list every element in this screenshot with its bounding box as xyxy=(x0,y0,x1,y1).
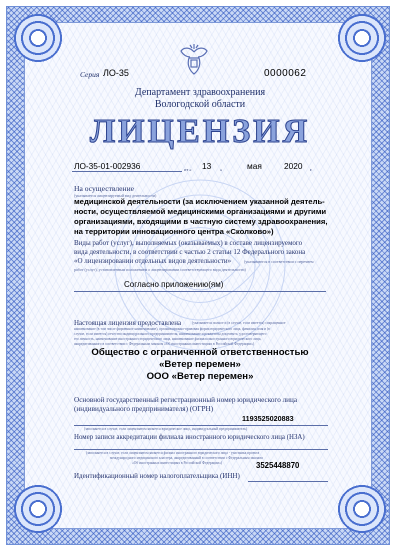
works-underline xyxy=(74,291,326,292)
issued-caption: его личность, наименование иностранного юридического лица, наименование филиала иностранного юридического лица, xyxy=(74,337,262,341)
date-suffix: » xyxy=(220,167,223,172)
corner-rosette xyxy=(334,481,390,537)
department-line-2: Вологодской области xyxy=(154,99,246,110)
license-number: ЛО-35-01-002936 xyxy=(74,161,141,171)
works-value: Согласно приложению(ям) xyxy=(124,280,224,289)
series-value: ЛО-35 xyxy=(103,68,129,78)
organization-trade-name: «Ветер перемен» xyxy=(159,359,241,370)
activity-line: ности, осуществляемой медицинскими организациями и другими xyxy=(74,207,327,216)
series-label: Серия xyxy=(80,70,100,79)
works-line: Виды работ (услуг), выполняемых (оказываемых) в составе лицензируемого xyxy=(74,239,303,247)
corner-rosette xyxy=(334,10,390,66)
issued-caption: случае, если имеется) отчество индивидуального предпринимателя, наименование и реквизиты документа, удостоверяющего xyxy=(74,332,267,336)
date-prefix: от « xyxy=(184,167,192,172)
works-caption: работ (услуг), установленным положением о лицензировании соответствующего вида деятельности) xyxy=(74,267,246,272)
organization-full-name: Общество с ограниченной ответственностью xyxy=(91,347,309,358)
issued-caption: (указывается полное и (в случае, если имеется) сокращенное xyxy=(192,321,286,325)
inn-underline xyxy=(248,481,328,482)
activity-label: На осуществление xyxy=(74,184,135,193)
issued-caption: наименование (в том числе фирменное наименование), организационно-правовая форма юридического лица, фамилия, имя и (в xyxy=(74,327,270,331)
activity-line: организациями, входящими в частную систему здравоохранения, xyxy=(74,217,328,226)
accreditation-underline xyxy=(74,449,328,450)
activity-line: на территории инновационного центра «Сколково») xyxy=(74,227,274,236)
document-title: ЛИЦЕНЗИЯ xyxy=(89,113,311,150)
department-line-1: Департамент здравоохранения xyxy=(134,87,266,98)
organization-short-name: ООО «Ветер перемен» xyxy=(146,371,254,382)
corner-rosette xyxy=(10,481,66,537)
ogrn-value: 1193525020883 xyxy=(242,414,294,423)
works-line: «О лицензировании отдельных видов деятельности» xyxy=(74,257,232,265)
works-line: вида деятельности, в соответствии с частью 2 статьи 12 Федерального закона xyxy=(74,248,306,256)
activity-caption: (указывается лицензируемый вид деятельности) xyxy=(74,193,157,198)
license-day: 13 xyxy=(202,161,212,171)
license-year: 2020 xyxy=(284,161,303,171)
works-caption: (указываются в соответствии с перечнем xyxy=(244,259,314,264)
accreditation-caption: «Об иностранных инвестициях в Российской Федерации») xyxy=(132,461,223,465)
license-month: мая xyxy=(247,161,262,171)
accreditation-caption: (заполняется в случае, если лицензиатом является филиал иностранного юридического лица - участника проекта xyxy=(86,451,260,455)
year-suffix: г. xyxy=(310,167,313,172)
accreditation-caption: международного медицинского кластера, аккредитованный в соответствии с Федеральным законом xyxy=(110,456,263,460)
certificate-number: 0000062 xyxy=(264,68,307,79)
number-underline xyxy=(72,171,182,172)
activity-line: медицинской деятельности (за исключением указанной деятель- xyxy=(74,197,325,206)
issued-label: Настоящая лицензия предоставлена xyxy=(74,319,182,327)
ogrn-caption: (заполняется в случае, если лицензиатом является юридическое лицо, индивидуальный предприниматель) xyxy=(84,427,248,431)
ogrn-label-1: Основной государственный регистрационный номер юридического лица xyxy=(74,396,298,404)
inn-value: 3525448870 xyxy=(256,461,300,470)
double-headed-eagle-icon xyxy=(178,42,210,78)
accreditation-label: Номер записи аккредитации филиала иностранного юридического лица (НЗА) xyxy=(74,434,305,441)
ogrn-label-2: (индивидуального предпринимателя) (ОГРН) xyxy=(74,405,214,413)
ogrn-underline xyxy=(74,425,328,426)
corner-rosette xyxy=(10,10,66,66)
issued-caption: аккредитованного в соответствии с Федеральным законом «Об иностранных инвестициях в Российской Федерации») xyxy=(74,342,255,346)
inn-label: Идентификационный номер налогоплательщика (ИНН) xyxy=(74,472,240,480)
